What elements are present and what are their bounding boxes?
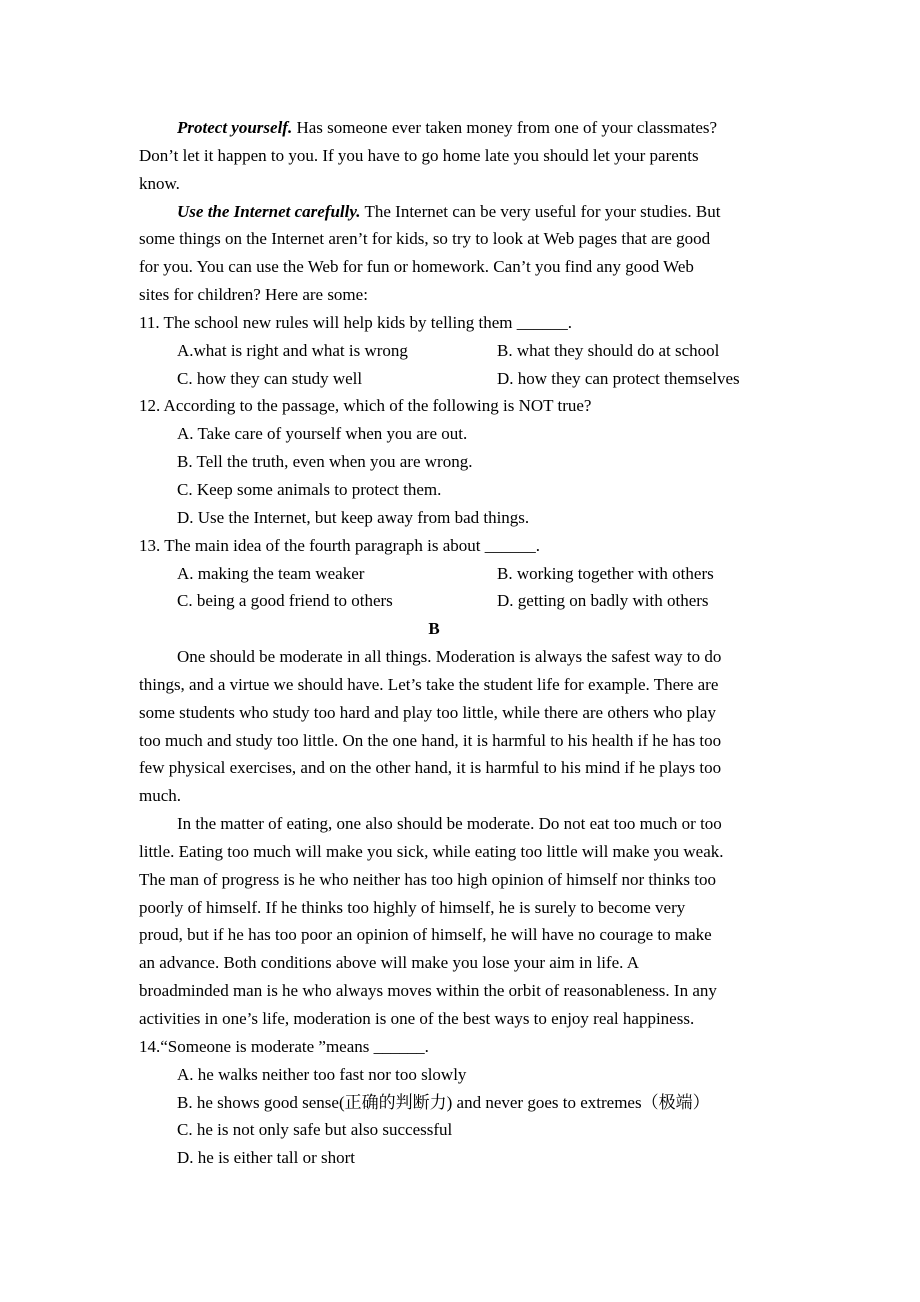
paragraph-internet-line-1 bbox=[139, 198, 779, 226]
paragraph-heading-internet: Use the Internet carefully. bbox=[177, 201, 361, 221]
paragraph-internet-line-4: sites for children? Here are some: bbox=[139, 285, 368, 305]
passage-b-para-2-line: broadminded man is he who always moves within the orbit of reasonableness. In any bbox=[139, 981, 717, 1001]
section-b-heading: B bbox=[428, 619, 440, 639]
paragraph-internet-line-3: for you. You can use the Web for fun or homework. Can’t you find any good Web bbox=[139, 257, 694, 277]
question-14-stem: 14.“Someone is moderate ”means ______. bbox=[139, 1036, 429, 1056]
passage-b-para-2-line: an advance. Both conditions above will make you lose your aim in life. A bbox=[139, 953, 639, 973]
passage-b-para-1-line: One should be moderate in all things. Moderation is always the safest way to do bbox=[177, 647, 722, 667]
passage-b-para-1-line: few physical exercises, and on the other hand, it is harmful to his mind if he plays too bbox=[139, 758, 722, 778]
passage-b-para-2-line: In the matter of eating, one also should be moderate. Do not eat too much or too bbox=[177, 814, 722, 834]
paragraph-heading-protect: Protect yourself. bbox=[177, 118, 293, 137]
option-c: C. how they can study well bbox=[177, 368, 363, 388]
question-12-option-b: B. Tell the truth, even when you are wrong. bbox=[177, 452, 473, 472]
paragraph-protect-line-3: know. bbox=[139, 173, 180, 193]
option-a: A.what is right and what is wrong bbox=[177, 340, 408, 360]
question-14-option-a: A. he walks neither too fast nor too slowly bbox=[177, 1064, 467, 1084]
option-b: B. working together with others bbox=[497, 563, 714, 583]
passage-b-para-1-line: too much and study too little. On the one hand, it is harmful to his health if he has too bbox=[139, 730, 722, 750]
passage-b-para-2-line: poorly of himself. If he thinks too highly of himself, he is surely to become very bbox=[139, 897, 686, 917]
document-content bbox=[139, 114, 779, 1172]
passage-b-para-2-line: proud, but if he has too poor an opinion of himself, he will have no courage to make bbox=[139, 925, 712, 945]
passage-b-para-2-line: little. Eating too much will make you sick, while eating too little will make you weak. bbox=[139, 841, 724, 861]
question-13-stem: 13. The main idea of the fourth paragraph is about ______. bbox=[139, 535, 540, 555]
option-c: C. being a good friend to others bbox=[177, 591, 393, 611]
passage-b-para-1-line: things, and a virtue we should have. Let’s take the student life for example. There are bbox=[139, 674, 719, 694]
option-b: B. what they should do at school bbox=[497, 340, 720, 360]
question-12-option-d: D. Use the Internet, but keep away from bad things. bbox=[177, 507, 530, 527]
question-14-option-d: D. he is either tall or short bbox=[177, 1148, 355, 1168]
passage-b-para-1-line: some students who study too hard and play too little, while there are others who play bbox=[139, 702, 716, 722]
question-13-options-row-2 bbox=[139, 587, 779, 615]
paragraph-protect-line-2: Don’t let it happen to you. If you have to go home late you should let your parents bbox=[139, 145, 699, 165]
paragraph-text: The Internet can be very useful for your studies. But bbox=[360, 201, 721, 221]
question-14-option-c: C. he is not only safe but also successful bbox=[177, 1120, 453, 1140]
passage-b-para-2-line: activities in one’s life, moderation is one of the best ways to enjoy real happiness. bbox=[139, 1009, 695, 1028]
passage-b-para-1-line: much. bbox=[139, 786, 182, 806]
question-12-option-a: A. Take care of yourself when you are out. bbox=[177, 424, 468, 444]
question-14-option-b: B. he shows good sense(正确的判断力) and never goes to extremes（极端） bbox=[177, 1092, 710, 1112]
paragraph-protect-line-1 bbox=[139, 114, 779, 142]
option-d: D. getting on badly with others bbox=[497, 591, 709, 611]
question-12-option-c: C. Keep some animals to protect them. bbox=[177, 479, 442, 499]
question-11-options-row-2 bbox=[139, 365, 779, 393]
question-11-options-row-1 bbox=[139, 337, 779, 365]
paragraph-text: Has someone ever taken money from one of your classmates? bbox=[292, 118, 718, 137]
question-13-options-row-1 bbox=[139, 560, 779, 588]
option-d: D. how they can protect themselves bbox=[497, 368, 740, 388]
question-11-stem: 11. The school new rules will help kids by telling them ______. bbox=[139, 312, 572, 332]
question-12-stem: 12. According to the passage, which of the following is NOT true? bbox=[139, 396, 592, 416]
option-a: A. making the team weaker bbox=[177, 563, 365, 583]
paragraph-internet-line-2: some things on the Internet aren’t for kids, so try to look at Web pages that are good bbox=[139, 229, 711, 249]
passage-b-para-2-line: The man of progress is he who neither has too high opinion of himself nor thinks too bbox=[139, 869, 716, 889]
